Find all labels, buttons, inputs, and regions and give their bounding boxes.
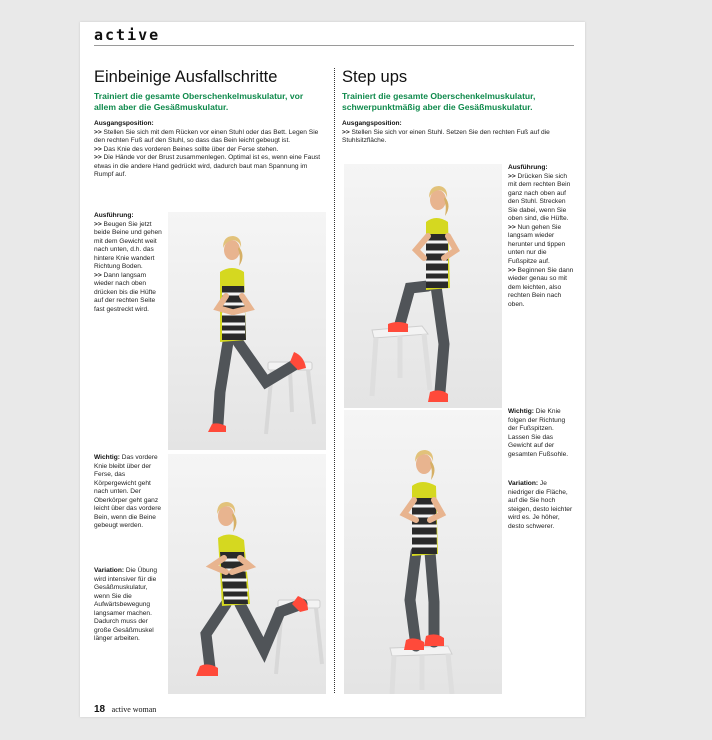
left-variation-block (94, 567, 164, 644)
right-variation-text: Je niedriger die Fläche, auf die Sie hoch steigen, desto leichter wird es. Je höher, desto schwerer. (508, 480, 573, 530)
left-exec-label: Ausführung: (94, 212, 134, 219)
right-start-item: >> Stellen Sie sich vor einen Stuhl. Setzen Sie den rechten Fuß auf die Stuhlsitzfläche. (342, 128, 550, 145)
section-masthead: active (94, 26, 161, 44)
lunge-down-figure (168, 454, 326, 694)
right-exec-label: Ausführung: (508, 164, 548, 171)
right-variation-label: Variation: (508, 480, 539, 487)
left-note-block (94, 454, 164, 531)
right-exec-item: >> Nun gehen Sie langsam wieder herunter und tippen unten nur die Fußspitze auf. (508, 223, 566, 266)
left-variation-text: Die Übung wird intensiver für die Gesäßmuskulatur, wenn Sie die Aufwärtsbewegung langsamer machen. Dadurch muss der große Gesäßmuskel länger arbeiten. (94, 567, 158, 643)
right-note-label: Wichtig: (508, 408, 534, 415)
right-start-block (342, 120, 574, 146)
left-start-item: >> Die Hände vor der Brust zusammenlegen. Optimal ist es, wenn eine Faust etwas in die andere Hand gedrückt wird, dadurch baut man Spannung im Rumpf auf. (94, 154, 321, 179)
right-exec-block (508, 164, 574, 309)
page-footer (94, 704, 156, 715)
magazine-name: active woman (111, 705, 157, 714)
right-title: Step ups (342, 68, 408, 86)
stool-icon (390, 646, 452, 694)
magazine-page (80, 22, 585, 717)
right-note-text: Die Knie folgen der Richtung der Fußspitzen. Lassen Sie das Gewicht auf der gesamten Fußsohle. (508, 408, 569, 458)
left-start-item: >> Stellen Sie sich mit dem Rücken vor einen Stuhl oder das Bett. Legen Sie den rechten Fuß auf den Stuhl, so dass das Bein leicht gebeugt ist. (94, 128, 319, 145)
left-start-item: >> Das Knie des vorderen Beines sollte über der Ferse stehen. (94, 145, 279, 153)
left-note-label: Wichtig: (94, 454, 120, 461)
right-variation-block (508, 480, 574, 531)
lunge-start-photo (168, 212, 326, 450)
left-exec-item: >> Dann langsam wieder nach oben drücken bis die Hüfte auf der rechten Seite fast gestreckt wird. (94, 271, 156, 314)
page-number: 18 (94, 704, 106, 715)
column-divider (334, 68, 335, 693)
left-exec-item: >> Beugen Sie jetzt beide Beine und gehen mit dem Gewicht weit nach unten, d.h. das hintere Knie wandert Richtung Boden. (94, 220, 162, 271)
stepup-top-photo (344, 410, 502, 694)
stepup-top-figure (344, 410, 502, 694)
left-note-text: Das vordere Knie bleibt über der Ferse, das Körpergewicht geht nach unten. Der Oberkörper geht ganz leicht über das vordere Bein, wenn die Beine gebeugt werden. (94, 454, 162, 530)
left-subtitle: Trainiert die gesamte Oberschenkelmuskulatur, vor allem aber die Gesäßmuskulatur. (94, 91, 304, 112)
stool-icon (372, 326, 430, 396)
left-title: Einbeinige Ausfallschritte (94, 68, 278, 86)
stepup-start-photo (344, 164, 502, 408)
right-subtitle: Trainiert die gesamte Oberschenkelmuskulatur, schwerpunktmäßig aber die Gesäßmuskulatur. (342, 91, 536, 112)
left-exec-block (94, 212, 164, 315)
lunge-start-figure (168, 212, 326, 450)
left-variation-label: Variation: (94, 567, 125, 574)
left-start-block (94, 120, 326, 180)
right-exec-item: >> Beginnen Sie dann wieder genau so mit dem leichten, also rechten Bein nach oben. (508, 266, 574, 308)
stepup-start-figure (344, 164, 502, 408)
right-start-label: Ausgangsposition: (342, 120, 402, 127)
header-rule (94, 45, 574, 46)
left-start-label: Ausgangsposition: (94, 120, 154, 127)
right-note-block (508, 408, 574, 459)
right-exec-item: >> Drücken Sie sich mit dem rechten Bein ganz nach oben auf den Stuhl. Strecken Sie dabei, wenn Sie oben sind, die Hüfte. (508, 172, 571, 223)
lunge-down-photo (168, 454, 326, 694)
